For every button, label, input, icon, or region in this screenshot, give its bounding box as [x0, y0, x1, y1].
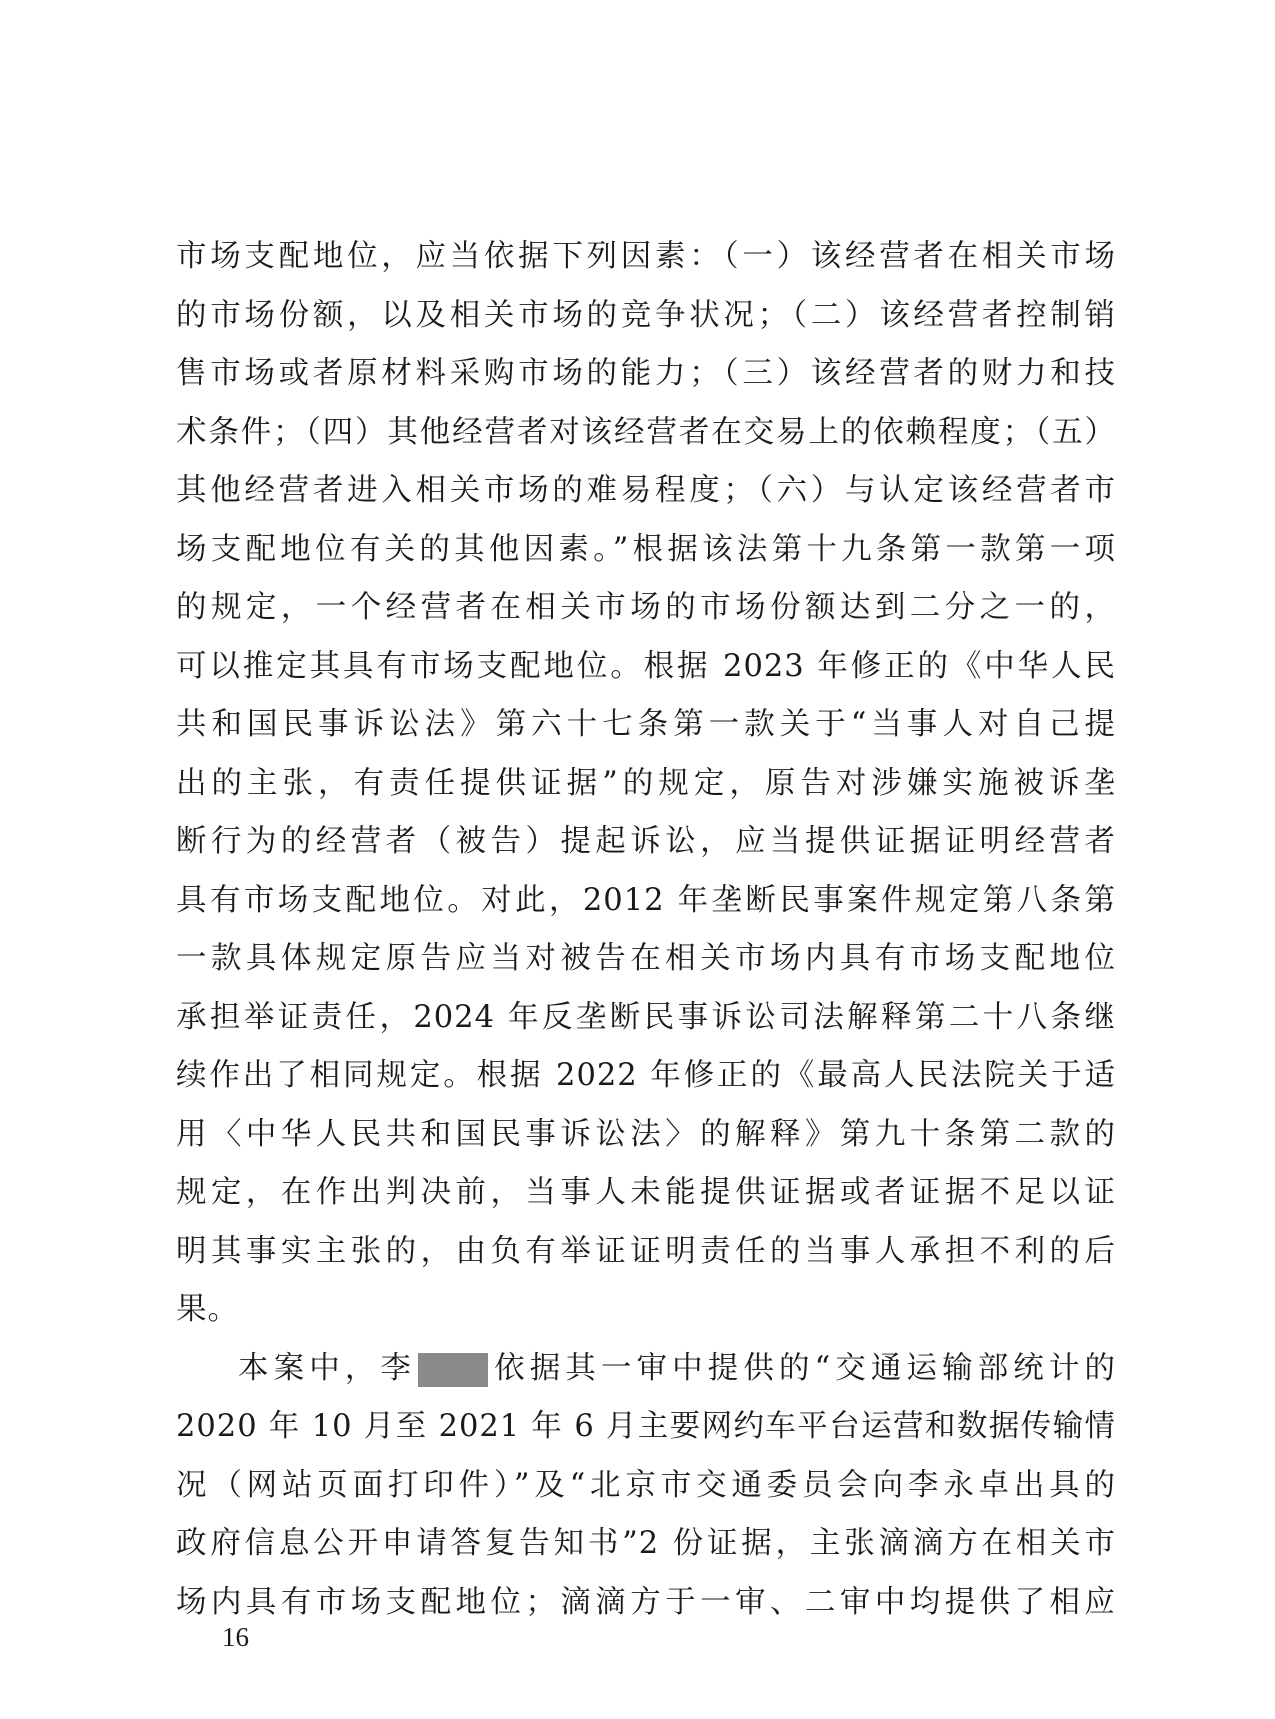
text-line-with-redaction	[176, 1340, 1116, 1399]
text-line: 况（网站页面打印件）”及“北京市交通委员会向李永卓出具的	[176, 1467, 1116, 1503]
text-line: 售市场或者原材料采购市场的能力；（三）该经营者的财力和技	[176, 356, 1116, 391]
text-line: 续作出了相同规定。根据 2022 年修正的《最高人民法院关于适	[176, 1058, 1116, 1093]
text-line: 2020 年 10 月至 2021 年 6 月主要网约车平台运营和数据传输情	[176, 1409, 1116, 1444]
text-line: 市场支配地位，应当依据下列因素：（一）该经营者在相关市场	[176, 239, 1116, 274]
text-line: 一款具体规定原告应当对被告在相关市场内具有市场支配地位	[176, 941, 1116, 976]
paragraph-1	[176, 228, 1116, 1340]
text-line: 的市场份额，以及相关市场的竞争状况；（二）该经营者控制销	[176, 297, 1116, 333]
text-line: 术条件；（四）其他经营者对该经营者在交易上的依赖程度；（五）	[176, 414, 1116, 450]
text-line: 出的主张，有责任提供证据”的规定，原告对涉嫌实施被诉垄	[176, 765, 1116, 801]
paragraph-2	[176, 1340, 1116, 1633]
page-number: 16	[222, 1622, 249, 1652]
text-line: 承担举证责任，2024 年反垄断民事诉讼司法解释第二十八条继	[176, 999, 1116, 1035]
text-line: 断行为的经营者（被告）提起诉讼，应当提供证据证明经营者	[176, 824, 1116, 859]
text-line: 明其事实主张的，由负有举证证明责任的当事人承担不利的后	[176, 1233, 1116, 1269]
text-line: 果。	[176, 1292, 239, 1327]
text-line: 的规定，一个经营者在相关市场的市场份额达到二分之一的，	[176, 590, 1116, 625]
text-line: 可以推定其具有市场支配地位。根据 2023 年修正的《中华人民	[176, 648, 1116, 684]
text-line: 其他经营者进入相关市场的难易程度；（六）与认定该经营者市	[176, 473, 1116, 508]
redaction-block	[418, 1353, 488, 1387]
text-line: 共和国民事诉讼法》第六十七条第一款关于“当事人对自己提	[176, 707, 1116, 742]
text-line: 场支配地位有关的其他因素。”根据该法第十九条第一款第一项	[176, 531, 1116, 567]
text-segment: 本案中，李	[238, 1350, 417, 1386]
text-line: 具有市场支配地位。对此，2012 年垄断民事案件规定第八条第	[176, 882, 1116, 918]
text-line: 场内具有市场支配地位；滴滴方于一审、二审中均提供了相应	[176, 1584, 1116, 1620]
text-line: 政府信息公开申请答复告知书”2 份证据，主张滴滴方在相关市	[176, 1526, 1116, 1561]
text-line: 用〈中华人民共和国民事诉讼法〉的解释》第九十条第二款的	[176, 1116, 1116, 1152]
body-text	[176, 228, 1116, 1632]
text-line: 规定，在作出判决前，当事人未能提供证据或者证据不足以证	[176, 1175, 1116, 1210]
text-segment: 依据其一审中提供的“交通运输部统计的	[490, 1350, 1117, 1386]
